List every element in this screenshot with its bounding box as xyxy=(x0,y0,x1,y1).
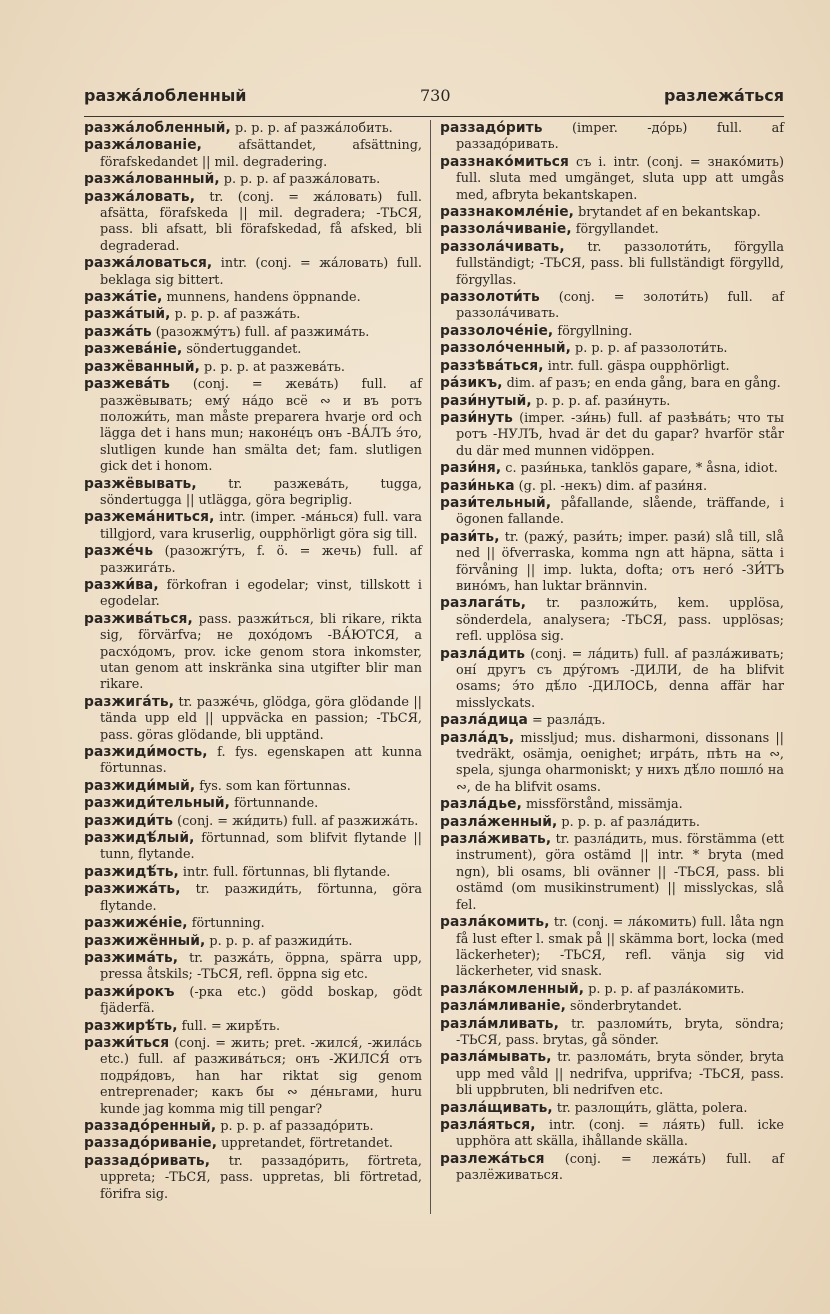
entry-definition: tr. разжиди́ть, förtunna, göra flytande. xyxy=(100,882,422,914)
dictionary-entry xyxy=(84,830,422,864)
entry-definition: intr. full. förtunnas, bli flytande. xyxy=(178,864,391,880)
dictionary-entry xyxy=(440,1117,784,1151)
dictionary-entry xyxy=(440,289,784,323)
entry-headword: раззнакомле́ніе, xyxy=(440,204,575,221)
entry-definition: tr. раззолоти́ть, förgylla fullständigt; -ТЬСЯ, pass. bli fullständigt förgylld, förgyllas. xyxy=(456,239,784,288)
entry-headword: разлежа́ться xyxy=(440,1150,545,1167)
entry-definition: p. p. p. af разжа́ловать. xyxy=(219,172,381,188)
entry-headword: рази́ня, xyxy=(440,460,502,477)
entry-headword: рази́нька xyxy=(440,477,515,494)
left-column xyxy=(84,120,422,1203)
dictionary-entry xyxy=(440,712,784,729)
dictionary-entry xyxy=(84,1135,422,1152)
entry-headword: разже́чь xyxy=(84,543,154,560)
dictionary-entry xyxy=(84,509,422,543)
entry-definition: intr. full. gäspa oupphörligt. xyxy=(543,358,730,374)
dictionary-entry xyxy=(440,1100,784,1117)
entry-definition: tr. разлома́ть, bryta sönder, bryta upp med våld || nedrifva, upprifva; -ТЬСЯ, pass. bli uppbruten, bli nedrifven etc. xyxy=(456,1050,784,1099)
entry-definition: p. p. p. af. рази́нуть. xyxy=(531,393,671,409)
entry-definition: p. p. p. af разжа́ть. xyxy=(170,307,301,323)
dictionary-entry xyxy=(440,393,784,410)
entry-headword: раззадо́рить xyxy=(440,120,543,136)
entry-headword: разжирѣ́ть, xyxy=(84,1017,178,1034)
entry-definition: p. p. p. af раззолоти́ть. xyxy=(570,341,728,357)
entry-headword: разжёванный, xyxy=(84,358,200,375)
entry-headword: разжиди́ть xyxy=(84,812,174,829)
dictionary-entry xyxy=(84,289,422,306)
entry-definition: intr. (conj. = ла́ять) full. icke upphöra att skälla, ihållande skälla. xyxy=(456,1117,784,1150)
dictionary-entry xyxy=(84,611,422,694)
entry-headword: разла́дъ, xyxy=(440,729,515,746)
entry-headword: раззолоти́ть xyxy=(440,289,540,306)
entry-headword: раззнако́миться xyxy=(440,153,570,170)
dictionary-entry xyxy=(84,577,422,611)
dictionary-entry xyxy=(84,984,422,1018)
entry-definition: påfallande, slående, träffande, i ögonen fallande. xyxy=(456,495,784,528)
entry-headword: разла́щивать, xyxy=(440,1099,553,1116)
dictionary-entry xyxy=(84,359,422,376)
entry-definition: (-рка etc.) gödd boskap, gödt fjäderfä. xyxy=(100,984,422,1017)
entry-definition: afsättandet, afsättning, förafskedandet || mil. degradering. xyxy=(100,138,422,170)
entry-headword: разжиди́тельный, xyxy=(84,795,231,812)
dictionary-entry xyxy=(440,239,784,289)
entry-definition: (conj. = лежа́ть) full. af разлёживаться. xyxy=(456,1151,784,1184)
entry-headword: разжа́ловаться, xyxy=(84,255,213,272)
entry-definition: p. p. p. af разла́комить. xyxy=(584,981,745,997)
entry-definition: tr. (conj. = ла́комить) full. låta ngn få lust efter l. smak på || skämma bort, locka (med läckerheter); -ТЬСЯ, refl. vänja sig vid läckerheter, vid snask. xyxy=(456,915,784,980)
entry-definition: (разожму́тъ) full. af разжима́ть. xyxy=(151,324,370,340)
dictionary-entry xyxy=(84,1035,422,1118)
entry-definition: p. p. p. at разжева́ть. xyxy=(199,359,345,375)
entry-definition: pass. разжи́ться, bli rikare, rikta sig, förvärfva; не дохо́домъ -ВА́ЮТСЯ, а расхо́домъ, prov. icke genom stora inkomster, utan genom att inskränka sina utgifter blir man rikare. xyxy=(100,611,422,693)
dictionary-entry xyxy=(440,646,784,713)
dictionary-entry xyxy=(84,1018,422,1035)
entry-headword: разжиже́ніе, xyxy=(84,915,188,932)
dictionary-entry xyxy=(440,340,784,357)
entry-definition: sönderbrytandet. xyxy=(565,999,682,1015)
entry-headword: разжа́ловать, xyxy=(84,188,196,205)
entry-definition: (imper. -зи́нь) full. af разѣва́ть; что ты ротъ -НУЛЪ, hvad är det du gapar? hvarför står du där med munnen vidöppen. xyxy=(456,410,784,459)
page-number: 730 xyxy=(420,86,451,105)
dictionary-entry xyxy=(84,933,422,950)
entry-headword: раззадо́ренный, xyxy=(84,1117,217,1134)
entry-headword: разла́мливаніе, xyxy=(440,998,566,1015)
entry-definition: p. p. p. af разла́дить. xyxy=(557,814,700,830)
entry-definition: brytandet af en bekantskap. xyxy=(574,205,761,221)
entry-definition: (conj. = ла́дить) full. af разла́живать; оні́ другъ съ дру́гомъ -ДИЛИ, de ha blifvit osams; э́то дѣ́ло -ДИЛОСЬ, denna affär har misslyckats. xyxy=(456,646,784,711)
dictionary-entry xyxy=(84,306,422,323)
entry-headword: разла́дица xyxy=(440,712,528,729)
entry-headword: разжиди́мость, xyxy=(84,744,208,761)
dictionary-entry xyxy=(84,137,422,171)
dictionary-entry xyxy=(440,375,784,392)
entry-definition: (conj. = золоти́ть) full. af раззола́чивать. xyxy=(456,290,784,322)
dictionary-entry xyxy=(84,744,422,778)
entry-headword: рази́нутый, xyxy=(440,392,532,409)
dictionary-entry xyxy=(84,189,422,256)
entry-headword: рази́тельный, xyxy=(440,494,552,511)
entry-headword: разжиди́мый, xyxy=(84,777,196,794)
entry-headword: разла́дье, xyxy=(440,796,522,813)
dictionary-entry xyxy=(440,814,784,831)
entry-definition: (разожгу́тъ, f. ö. = жечь) full. af разжига́ть. xyxy=(100,544,422,576)
entry-definition: (conj. = жева́ть) full. af разжёвывать; ему́ на́до всё ∾ и въ ротъ положи́ть, man måste preparera hvarje ord och lägga det i hans mun; наконе́цъ онъ -ВА́ЛЪ э́то, slutligen kunde han smälta det; fam. slutligen gick det i honom. xyxy=(100,377,422,475)
entry-definition: съ i. intr. (conj. = знако́мить) full. sluta med umgänget, sluta upp att umgås med, afbryta bekantskapen. xyxy=(456,154,784,203)
entry-definition: förgyllandet. xyxy=(571,222,659,238)
entry-definition: p. p. p. af разжа́лобить. xyxy=(230,121,393,136)
dictionary-entry xyxy=(440,998,784,1015)
entry-headword: рази́ть, xyxy=(440,528,500,545)
dictionary-entry xyxy=(84,813,422,830)
entry-definition: munnens, handens öppnande. xyxy=(162,290,361,306)
entry-definition: förgyllning. xyxy=(553,323,633,339)
entry-definition: tr. разже́чь, glödga, göra glödande || tända upp eld || uppväcka en passion; -ТЬСЯ, pass. göras glödande, bli upptänd. xyxy=(100,694,422,743)
entry-headword: разжа́тіе, xyxy=(84,289,163,306)
dictionary-entry xyxy=(440,529,784,596)
entry-headword: разжа́лованіе, xyxy=(84,137,203,154)
dictionary-entry xyxy=(440,410,784,460)
dictionary-entry xyxy=(440,323,784,340)
entry-headword: раззолоче́ніе, xyxy=(440,322,554,339)
entry-headword: разжёвывать, xyxy=(84,475,197,492)
entry-headword: разжи́рокъ xyxy=(84,983,175,1000)
dictionary-entry xyxy=(440,595,784,645)
entry-definition: intr. (imper. -ма́нься) full. vara tillgjord, vara kruserlig, oupphörligt göra sig till. xyxy=(100,510,422,542)
entry-headword: разлага́ть, xyxy=(440,595,527,612)
entry-headword: разжидѣ́ть, xyxy=(84,863,179,880)
entry-headword: разжа́лованный, xyxy=(84,171,220,188)
entry-headword: разжи́ва, xyxy=(84,576,159,593)
dictionary-entry xyxy=(440,730,784,797)
entry-definition: uppretandet, förtretandet. xyxy=(217,1136,393,1152)
entry-definition: (imper. -до́рь) full. af раззадо́ривать. xyxy=(456,121,784,153)
entry-definition: dim. af разъ; en enda gång, bara en gång. xyxy=(502,376,781,392)
entry-headword: разла́яться, xyxy=(440,1116,536,1133)
entry-definition: förkofran i egodelar; vinst, tillskott i egodelar. xyxy=(100,577,422,610)
entry-headword: разжева́ніе, xyxy=(84,341,183,358)
dictionary-entry xyxy=(440,981,784,998)
entry-definition: (g. pl. -некъ) dim. af рази́ня. xyxy=(514,478,708,494)
dictionary-entry xyxy=(84,950,422,984)
entry-headword: разла́комленный, xyxy=(440,980,585,997)
dictionary-entry xyxy=(440,495,784,529)
dictionary-entry xyxy=(84,881,422,915)
dictionary-entry xyxy=(84,864,422,881)
entry-definition: p. p. p. af разжиди́ть. xyxy=(205,933,353,949)
entry-headword: разжа́ть xyxy=(84,323,152,340)
entry-definition: (conj. = жить; pret. -жился́, -жила́сь etc.) full. af разжива́ться; онъ -ЖИЛСЯ́ отъ подря́довъ, han har riktat sig genom entreprenader; какъ бы ∾ де́ньгами, huru kunde jag komma mig till pengar? xyxy=(100,1035,422,1117)
dictionary-entry xyxy=(440,478,784,495)
page-header xyxy=(84,86,784,110)
entry-definition: tr. разла́дить, mus. förstämma (ett instrument), göra ostämd || intr. * bryta (med ngn), bli osams, bli ovänner || -ТЬСЯ, pass. bli ostämd (om musikinstrument) || misslyckas, slå fel. xyxy=(456,832,784,913)
entry-definition: p. p. p. af раззадо́рить. xyxy=(216,1118,374,1134)
dictionary-entry xyxy=(440,796,784,813)
column-divider xyxy=(430,120,431,1214)
entry-headword: разжидѣ́лый, xyxy=(84,830,195,847)
entry-definition: tr. разложи́ть, kem. upplösa, sönderdela, analysera; -ТЬСЯ, pass. upplösas; refl. upplösa sig. xyxy=(456,596,784,645)
entry-definition: tr. разжева́ть, tugga, söndertugga || utlägga, göra begriplig. xyxy=(100,476,422,508)
entry-definition: förtunnad, som blifvit flytande || tunn, flytande. xyxy=(100,831,422,863)
dictionary-entry xyxy=(440,831,784,914)
entry-definition: tr. раззадо́рить, förtreta, uppreta; -ТЬСЯ, pass. uppretas, bli förtretad, förifra sig. xyxy=(100,1153,422,1202)
entry-definition: tr. (ражу́, рази́ть; imper. рази́) slå till, slå ned || öfverraska, komma ngn att häpna, sätta i förvåning || imp. lukta, dofta; отъ него́ -ЗИ́ТЪ вино́мъ, han luktar brännvin. xyxy=(456,529,784,594)
entry-definition: (conj. = жи́дить) full. af разжижа́ть. xyxy=(173,813,419,829)
dictionary-entry xyxy=(440,204,784,221)
dictionary-entry xyxy=(84,778,422,795)
dictionary-entry xyxy=(440,120,784,154)
dictionary-entry xyxy=(84,795,422,812)
dictionary-entry xyxy=(440,358,784,375)
dictionary-entry xyxy=(440,154,784,204)
dictionary-entry xyxy=(440,1151,784,1185)
dictionary-entry xyxy=(84,694,422,744)
dictionary-entry xyxy=(440,914,784,981)
dictionary-entry xyxy=(84,1153,422,1203)
entry-headword: разжа́тый, xyxy=(84,306,171,323)
entry-definition: tr. разломи́ть, bryta, söndra; -ТЬСЯ, pass. brytas, gå sönder. xyxy=(456,1016,784,1048)
entry-headword: раззадо́ривать, xyxy=(84,1152,211,1169)
entry-headword: разжа́лобленный, xyxy=(84,120,231,136)
dictionary-entry xyxy=(84,543,422,577)
dictionary-entry xyxy=(84,324,422,341)
entry-definition: full. = жирѣ́ть. xyxy=(177,1018,281,1034)
entry-definition: f. fys. egenskapen att kunna förtunnas. xyxy=(100,745,422,777)
entry-definition: söndertuggandet. xyxy=(182,342,302,358)
entry-headword: разжига́ть, xyxy=(84,693,175,710)
header-rule xyxy=(84,116,784,117)
dictionary-entry xyxy=(84,341,422,358)
entry-definition: förtunnande. xyxy=(230,796,319,812)
dictionary-entry xyxy=(440,221,784,238)
entry-definition: tr. разлощи́ть, glätta, polera. xyxy=(552,1100,748,1116)
entry-headword: разла́мывать, xyxy=(440,1049,552,1066)
entry-headword: разжи́ться xyxy=(84,1034,170,1051)
entry-headword: раззола́чиваніе, xyxy=(440,221,572,238)
entry-definition: fys. som kan förtunnas. xyxy=(195,778,351,794)
entry-definition: missförstånd, missämja. xyxy=(521,797,683,813)
entry-headword: раззоло́ченный, xyxy=(440,340,571,357)
entry-headword: разла́женный, xyxy=(440,813,558,830)
dictionary-entry xyxy=(84,376,422,475)
entry-headword: разла́дить xyxy=(440,645,526,662)
entry-headword: раззола́чивать, xyxy=(440,238,565,255)
dictionary-entry xyxy=(84,171,422,188)
dictionary-entry xyxy=(84,915,422,932)
entry-headword: разжижённый, xyxy=(84,932,206,949)
entry-definition: = разла́дъ. xyxy=(527,713,606,729)
entry-headword: разжижа́ть, xyxy=(84,881,181,898)
dictionary-entry xyxy=(84,476,422,510)
running-head-right: разлежа́ться xyxy=(664,86,784,105)
dictionary-entry xyxy=(440,460,784,477)
entry-headword: разжима́ть, xyxy=(84,949,179,966)
dictionary-entry xyxy=(84,1118,422,1135)
entry-headword: ра́зикъ, xyxy=(440,375,503,392)
entry-definition: missljud; mus. disharmoni, dissonans || tvedräkt, osämja, oenighet; игра́ть, пѣть на ∾, spela, sjunga oharmoniskt; у нихъ дѣ́ло пошло́ на ∾, de ha blifvit osams. xyxy=(456,730,784,795)
entry-definition: intr. (conj. = жа́ловать) full. beklaga sig bittert. xyxy=(100,256,422,288)
entry-headword: разжева́ть xyxy=(84,376,170,393)
right-column xyxy=(440,120,784,1185)
entry-headword: разжема́ниться, xyxy=(84,509,215,526)
entry-headword: разла́комить, xyxy=(440,914,550,931)
entry-headword: разжива́ться, xyxy=(84,610,193,627)
entry-headword: рази́нуть xyxy=(440,409,513,426)
dictionary-entry xyxy=(440,1016,784,1050)
entry-definition: tr. (conj. = жа́ловать) full. afsätta, förafskeda || mil. degradera; -ТЬСЯ, pass. bli afsatt, bli förafskedad, få afsked, bli degraderad. xyxy=(100,189,422,254)
entry-headword: разла́живать, xyxy=(440,831,552,848)
entry-definition: tr. разжа́ть, öppna, spärra upp, pressa åtskils; -ТЬСЯ, refl. öppna sig etc. xyxy=(100,950,422,983)
entry-definition: c. рази́нька, tanklös gapare, * åsna, idiot. xyxy=(501,461,778,477)
entry-headword: раззѣва́ться, xyxy=(440,357,544,374)
entry-headword: раззадо́риваніе, xyxy=(84,1135,218,1152)
entry-headword: разла́мливать, xyxy=(440,1015,559,1032)
dictionary-entry xyxy=(84,255,422,289)
dictionary-entry xyxy=(440,1049,784,1099)
entry-definition: förtunning. xyxy=(187,916,265,932)
dictionary-entry xyxy=(84,120,422,137)
running-head-left: разжа́лобленный xyxy=(84,86,247,105)
